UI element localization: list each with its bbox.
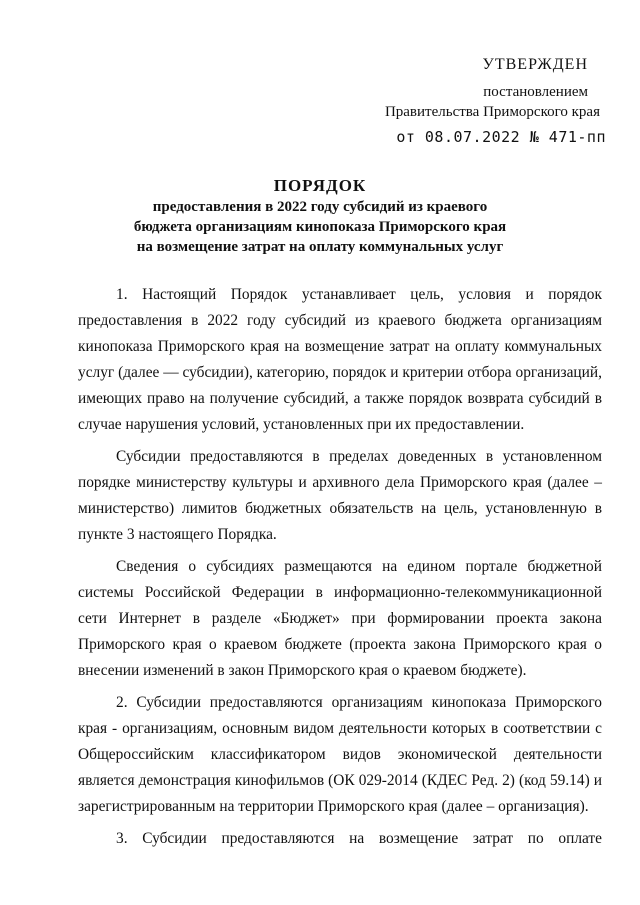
paragraph-1: 1. Настоящий Порядок устанавливает цель, условия и порядок предоставления в 2022 году субсидий из краевого бюджета организациям кинопоказа Приморского края на возмещение затрат на оплату коммунальных услуг (далее — субсидии), категорию, порядок и критерии отбора организаций, имеющих право на получение субсидий, а также порядок возврата субсидий в случае нарушения условий, установленных при их предоставлении.: [78, 286, 602, 433]
approved-label: УТВЕРЖДЕН: [482, 56, 588, 73]
decree-number: от 08.07.2022 № 471-пп: [396, 128, 606, 146]
paragraph-2: Субсидии предоставляются в пределах доведенных в установленном порядке министерству культуры и архивного дела Приморского края (далее – министерство) лимитов бюджетных обязательств на цель, установленную в пункте 3 настоящего Порядка.: [78, 448, 602, 543]
approval-stamp: [340, 54, 606, 148]
paragraph-5: 3. Субсидии предоставляются на возмещение затрат по оплате: [116, 830, 602, 847]
title-line-3: на возмещение затрат на оплату коммунальных услуг: [136, 239, 504, 255]
title-line-1: предоставления в 2022 году субсидий из краевого: [152, 199, 488, 215]
approved-by-line-1: постановлением: [483, 84, 588, 100]
paragraph-3: Сведения о субсидиях размещаются на едином портале бюджетной системы Российской Федерации в информационно-телекоммуникационной сети Интернет в разделе «Бюджет» при формировании проекта закона Приморского края о краевом бюджете (проекта закона Приморского края о внесении изменений в закон Приморского края о краевом бюджете).: [78, 558, 602, 679]
title-line-2: бюджета организациям кинопоказа Приморского края: [133, 219, 507, 235]
document-title: [0, 175, 640, 257]
title-heading: ПОРЯДОК: [273, 176, 367, 195]
document-body: [78, 282, 602, 858]
approved-by-line-2: Правительства Приморского края: [384, 104, 600, 120]
paragraph-4: 2. Субсидии предоставляются организациям кинопоказа Приморского края - организациям, основным видом деятельности которых в соответствии с Общероссийским классификатором видов экономической деятельности является демонстрация кинофильмов (ОК 029-2014 (КДЕС Ред. 2) (код 59.14) и зарегистрированным на территории Приморского края (далее – организация).: [78, 694, 602, 815]
